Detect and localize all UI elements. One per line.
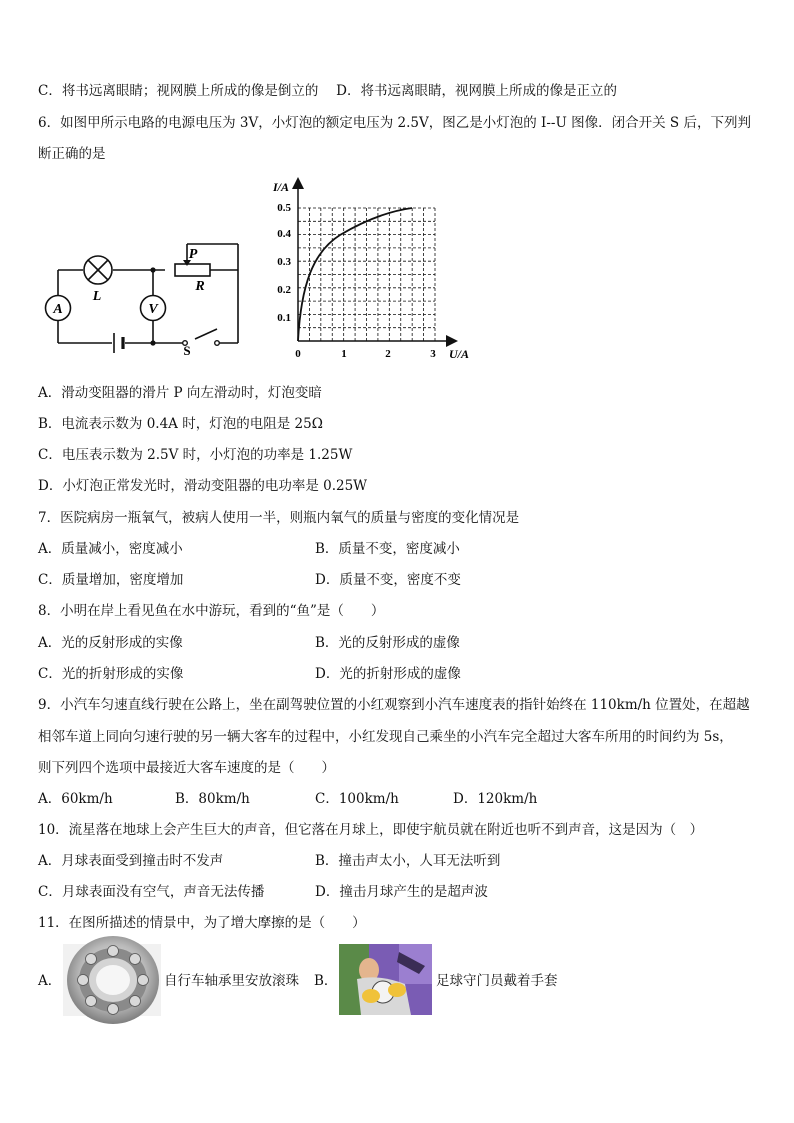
q11-stem: 11．在图所描述的情景中，为了增大摩擦的是（ ） bbox=[38, 915, 366, 931]
iu-graph bbox=[265, 175, 470, 365]
q6-option-c: C．电压表示数为 2.5V 时，小灯泡的功率是 1.25W bbox=[38, 447, 353, 463]
x-axis-label: U/A bbox=[449, 347, 470, 361]
q10-stem: 10．流星落在地球上会产生巨大的声音，但它落在月球上，即使宇航员就在附近也听不到声音，这是因为（ ） bbox=[38, 822, 704, 838]
q6-option-a: A．滑动变阻器的滑片 P 向左滑动时，灯泡变暗 bbox=[38, 385, 322, 401]
q11-option-a-label: A． bbox=[38, 973, 62, 989]
q9-option-a: A．60km/h bbox=[38, 791, 113, 807]
q10-option-d: D．撞击月球产生的是超声波 bbox=[315, 884, 488, 900]
lamp-label: L bbox=[92, 289, 102, 304]
q10-option-a: A．月球表面受到撞击时不发声 bbox=[38, 853, 224, 869]
q7-option-b: B．质量不变，密度减小 bbox=[315, 541, 460, 557]
goalkeeper-image bbox=[339, 944, 432, 1015]
q6-option-b: B．电流表示数为 0.4A 时，灯泡的电阻是 25Ω bbox=[38, 416, 323, 432]
ammeter-label: A bbox=[53, 302, 63, 317]
q8-option-d: D．光的折射形成的虚像 bbox=[315, 666, 461, 682]
voltmeter-label: V bbox=[148, 302, 158, 317]
q6-stem-line1: 6．如图甲所示电路的电源电压为 3V，小灯泡的额定电压为 2.5V，图乙是小灯泡的 I--U 图像．闭合开关 S 后，下列判 bbox=[38, 115, 751, 131]
q9-stem-line1: 9．小汽车匀速直线行驶在公路上，坐在副驾驶位置的小红观察到小汽车速度表的指针始终在 110km/h 位置处，在超越 bbox=[38, 697, 750, 713]
bearing-image bbox=[63, 944, 161, 1016]
circuit-diagram bbox=[35, 240, 245, 360]
q6-stem-line2: 断正确的是 bbox=[38, 146, 106, 162]
q7-option-c: C．质量增加，密度增加 bbox=[38, 572, 184, 588]
q6-option-d: D．小灯泡正常发光时，滑动变阻器的电功率是 0.25W bbox=[38, 478, 368, 494]
y-axis-label: I/A bbox=[273, 180, 290, 194]
switch-label: S bbox=[183, 343, 191, 358]
q8-stem: 8．小明在岸上看见鱼在水中游玩，看到的“鱼”是（ ） bbox=[38, 603, 385, 619]
x-tick-0: 0 bbox=[295, 348, 301, 360]
q11-option-a-text: 自行车轴承里安放滚珠 bbox=[164, 973, 299, 989]
y-tick-0.2: 0.2 bbox=[277, 284, 291, 296]
q10-option-c: C．月球表面没有空气，声音无法传播 bbox=[38, 884, 265, 900]
battery-symbol bbox=[114, 333, 123, 353]
q7-stem: 7．医院病房一瓶氧气，被病人使用一半，则瓶内氧气的质量与密度的变化情况是 bbox=[38, 510, 520, 526]
y-tick-0.5: 0.5 bbox=[277, 202, 291, 214]
y-tick-0.1: 0.1 bbox=[277, 312, 291, 324]
q5-options-cd: C．将书远离眼睛；视网膜上所成的像是倒立的 D．将书远离眼睛，视网膜上所成的像是正立的 bbox=[38, 83, 617, 99]
q9-option-d: D．120km/h bbox=[453, 791, 538, 807]
q11-option-b-text: 足球守门员戴着手套 bbox=[436, 973, 558, 989]
q7-option-d: D．质量不变，密度不变 bbox=[315, 572, 461, 588]
rheostat-label: R bbox=[195, 279, 205, 294]
y-tick-0.3: 0.3 bbox=[277, 256, 291, 268]
q8-option-b: B．光的反射形成的虚像 bbox=[315, 635, 460, 651]
q10-option-b: B．撞击声太小，人耳无法听到 bbox=[315, 853, 501, 869]
q9-option-c: C．100km/h bbox=[315, 791, 399, 807]
q8-option-a: A．光的反射形成的实像 bbox=[38, 635, 183, 651]
lamp-symbol bbox=[84, 256, 112, 284]
q9-stem-line2: 相邻车道上同向匀速行驶的另一辆大客车的过程中，小红发现自己乘坐的小汽车完全超过大客车所用的时间约为 5s， bbox=[38, 729, 733, 745]
q11-option-b-label: B． bbox=[314, 973, 338, 989]
x-tick-3: 3 bbox=[430, 348, 436, 360]
rheostat-symbol bbox=[175, 264, 210, 276]
y-tick-0.4: 0.4 bbox=[277, 228, 291, 240]
slider-label: P bbox=[188, 247, 198, 262]
q9-option-b: B．80km/h bbox=[175, 791, 250, 807]
x-tick-1: 1 bbox=[341, 348, 347, 360]
q8-option-c: C．光的折射形成的实像 bbox=[38, 666, 184, 682]
x-tick-2: 2 bbox=[385, 348, 391, 360]
q9-stem-line3: 则下列四个选项中最接近大客车速度的是（ ） bbox=[38, 760, 335, 776]
q7-option-a: A．质量减小，密度减小 bbox=[38, 541, 183, 557]
